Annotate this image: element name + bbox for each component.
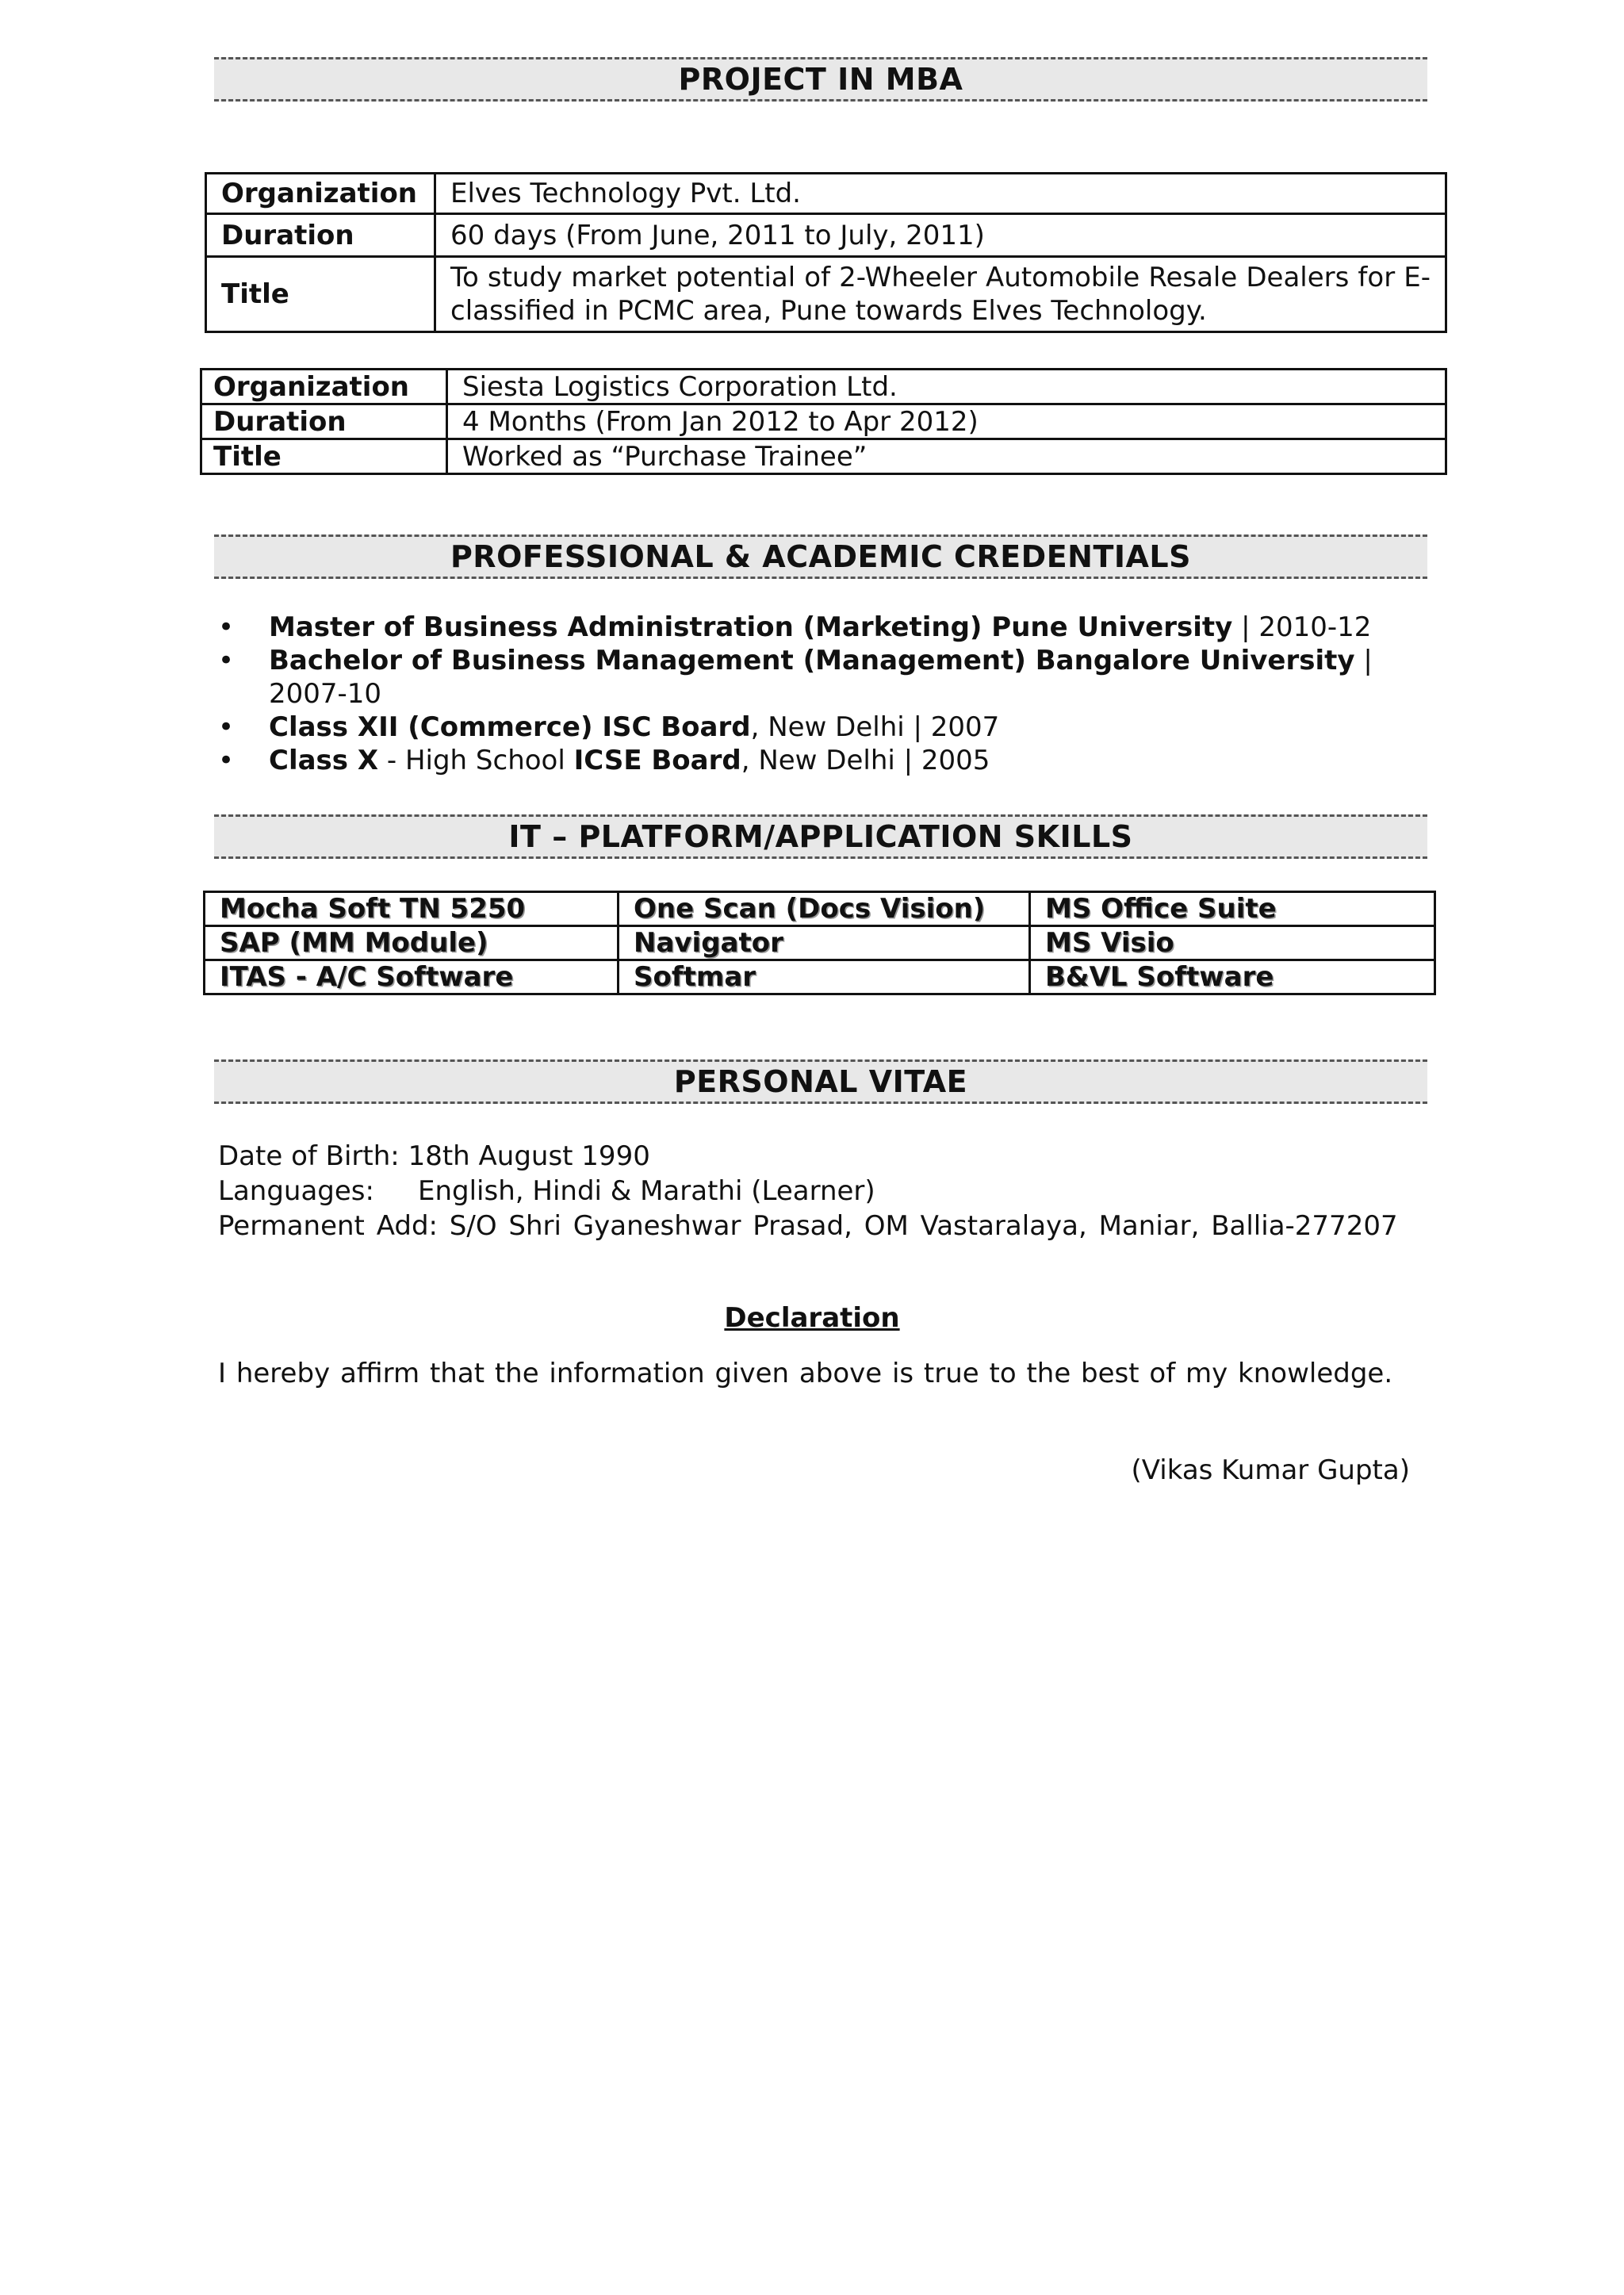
declaration-text: I hereby affirm that the information given above is true to the best of my knowledge. [218, 1358, 1393, 1389]
credentials-list [218, 611, 1408, 777]
org-value: Siesta Logistics Corporation Ltd. [447, 370, 1446, 404]
table-row [206, 257, 1446, 332]
credential-detail: , New Delhi | 2007 [750, 711, 1000, 743]
org-label: Organization [201, 370, 447, 404]
table-row [206, 214, 1446, 257]
duration-label: Duration [201, 404, 447, 439]
project-table-2 [200, 368, 1447, 475]
skill-cell: Navigator [619, 926, 1030, 960]
credential-degree: Class X [269, 745, 379, 776]
signature-name: (Vikas Kumar Gupta) [1131, 1454, 1410, 1486]
credential-detail: , New Delhi | 2005 [741, 745, 990, 776]
credential-degree: Bachelor of Business Management (Management) Bangalore University [269, 645, 1355, 676]
duration-value: 60 days (From June, 2011 to July, 2011) [435, 214, 1446, 257]
credential-mid: - High School [378, 745, 574, 776]
personal-details [218, 1139, 1398, 1243]
credential-degree: Master of Business Administration (Marketing) Pune University [269, 611, 1233, 643]
list-item [218, 744, 1408, 777]
credential-degree: Class XII (Commerce) ISC Board [269, 711, 751, 743]
skill-cell: ITAS - A/C Software [205, 960, 619, 994]
skill-cell: One Scan (Docs Vision) [619, 892, 1030, 926]
title-label: Title [201, 439, 447, 474]
languages-label: Languages: [218, 1175, 374, 1207]
table-row [201, 439, 1446, 474]
table-row [201, 404, 1446, 439]
duration-value: 4 Months (From Jan 2012 to Apr 2012) [447, 404, 1446, 439]
languages-row [218, 1174, 1398, 1209]
skill-cell: SAP (MM Module) [205, 926, 619, 960]
skill-cell: B&VL Software [1030, 960, 1435, 994]
section-heading-project: PROJECT IN MBA [214, 57, 1427, 102]
dob-value: 18th August 1990 [408, 1140, 650, 1172]
list-item [218, 611, 1408, 644]
skill-cell: MS Office Suite [1030, 892, 1435, 926]
list-item [218, 711, 1408, 744]
section-heading-it-skills: IT – PLATFORM/APPLICATION SKILLS [214, 814, 1427, 859]
credential-board: ICSE Board [573, 745, 741, 776]
table-row [205, 892, 1435, 926]
org-label: Organization [206, 174, 435, 214]
table-row [201, 370, 1446, 404]
address-row [218, 1209, 1398, 1243]
address-label: Permanent Add: [218, 1210, 438, 1242]
title-value: To study market potential of 2-Wheeler Automobile Resale Dealers for E-classified in PCMC area, Pune towards Elves Technology. [435, 257, 1446, 332]
skill-cell: Softmar [619, 960, 1030, 994]
table-row [205, 926, 1435, 960]
declaration-title: Declaration [724, 1302, 900, 1334]
table-row [205, 960, 1435, 994]
title-label: Title [206, 257, 435, 332]
dob-label: Date of Birth: [218, 1140, 400, 1172]
project-table-1 [205, 172, 1447, 333]
duration-label: Duration [206, 214, 435, 257]
credential-detail: | 2010-12 [1232, 611, 1372, 643]
title-value: Worked as “Purchase Trainee” [447, 439, 1446, 474]
address-value: S/O Shri Gyaneshwar Prasad, OM Vastaralaya, Maniar, Ballia-277207 [449, 1210, 1398, 1242]
skill-cell: MS Visio [1030, 926, 1435, 960]
section-heading-personal: PERSONAL VITAE [214, 1059, 1427, 1104]
dob-row [218, 1139, 1398, 1174]
org-value: Elves Technology Pvt. Ltd. [435, 174, 1446, 214]
credential-detail: | 2007-10 [269, 645, 1373, 710]
list-item [218, 644, 1408, 711]
languages-value: English, Hindi & Marathi (Learner) [418, 1175, 875, 1207]
section-heading-credentials: PROFESSIONAL & ACADEMIC CREDENTIALS [214, 534, 1427, 579]
skills-table [203, 891, 1436, 995]
table-row [206, 174, 1446, 214]
skill-cell: Mocha Soft TN 5250 [205, 892, 619, 926]
